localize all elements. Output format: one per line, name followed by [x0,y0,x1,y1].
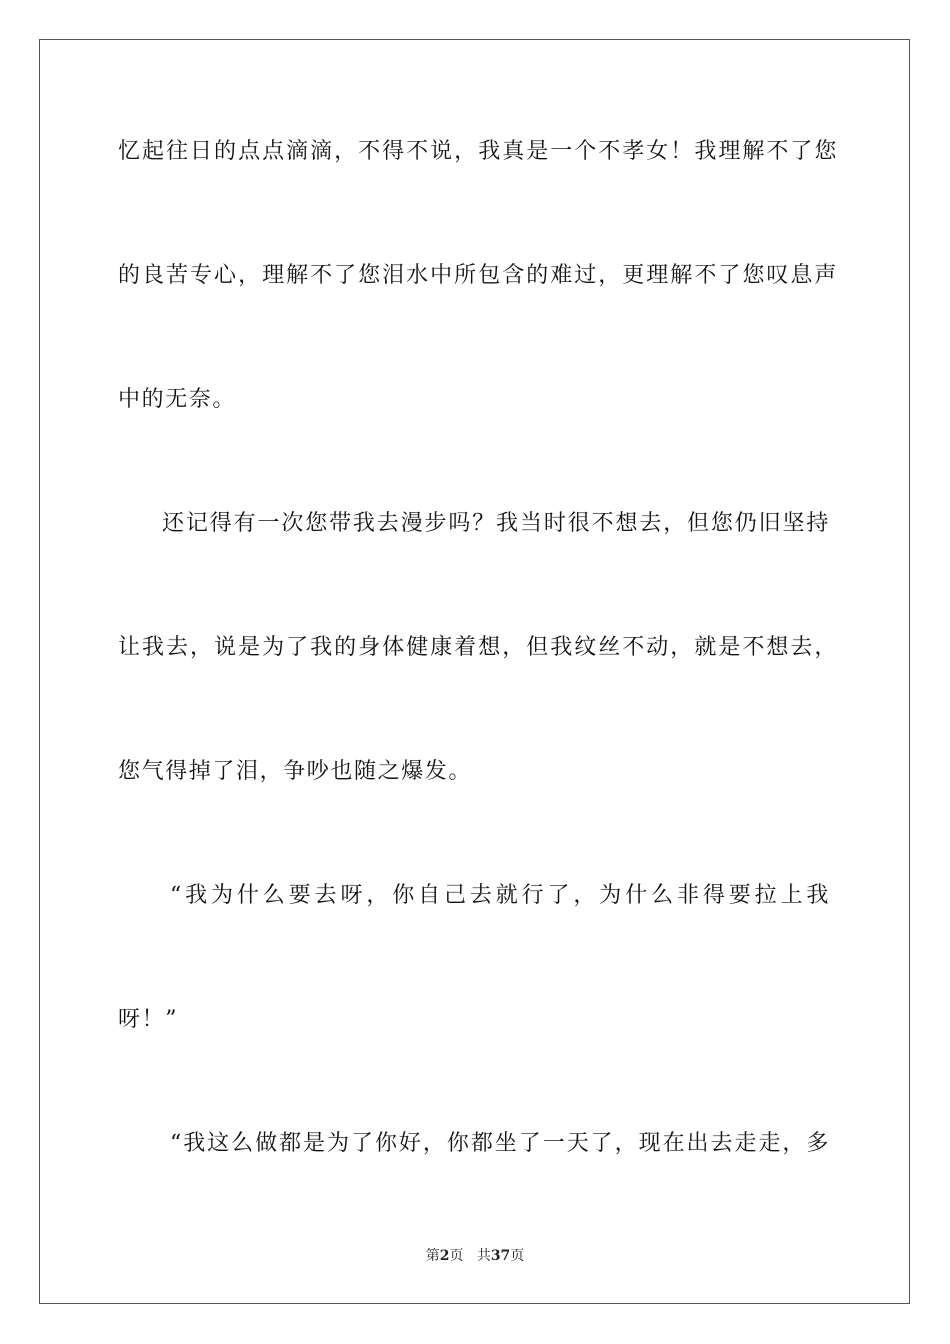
text-line-7: “我为什么要去呀，你自己去就行了，为什么非得要拉上我 [170,883,830,908]
text-line-3: 中的无奈。 [118,387,237,412]
page-footer [0,1247,950,1265]
page-number: 2 [439,1248,450,1264]
total-suffix: 页 [510,1248,525,1264]
page-suffix: 页 [449,1248,464,1264]
text-line-2: 的良苦专心，理解不了您泪水中所包含的难过，更理解不了您叹息声 [118,263,838,288]
text-line-9: “我这么做都是为了你好，你都坐了一天了，现在出去走走，多 [170,1131,830,1156]
text-line-4: 还记得有一次您带我去漫步吗？我当时很不想去，但您仍旧坚持 [162,511,830,536]
page-frame [39,39,910,1304]
page-prefix: 第 [425,1248,440,1264]
text-line-8: 呀！” [118,1007,179,1032]
text-line-6: 您气得掉了泪，争吵也随之爆发。 [118,759,473,784]
text-line-1: 忆起往日的点点滴滴，不得不说，我真是一个不孝女！我理解不了您 [118,139,838,164]
text-line-5: 让我去，说是为了我的身体健康着想，但我纹丝不动，就是不想去， [118,635,838,660]
total-prefix: 共 [476,1248,491,1264]
total-pages: 37 [490,1248,511,1264]
